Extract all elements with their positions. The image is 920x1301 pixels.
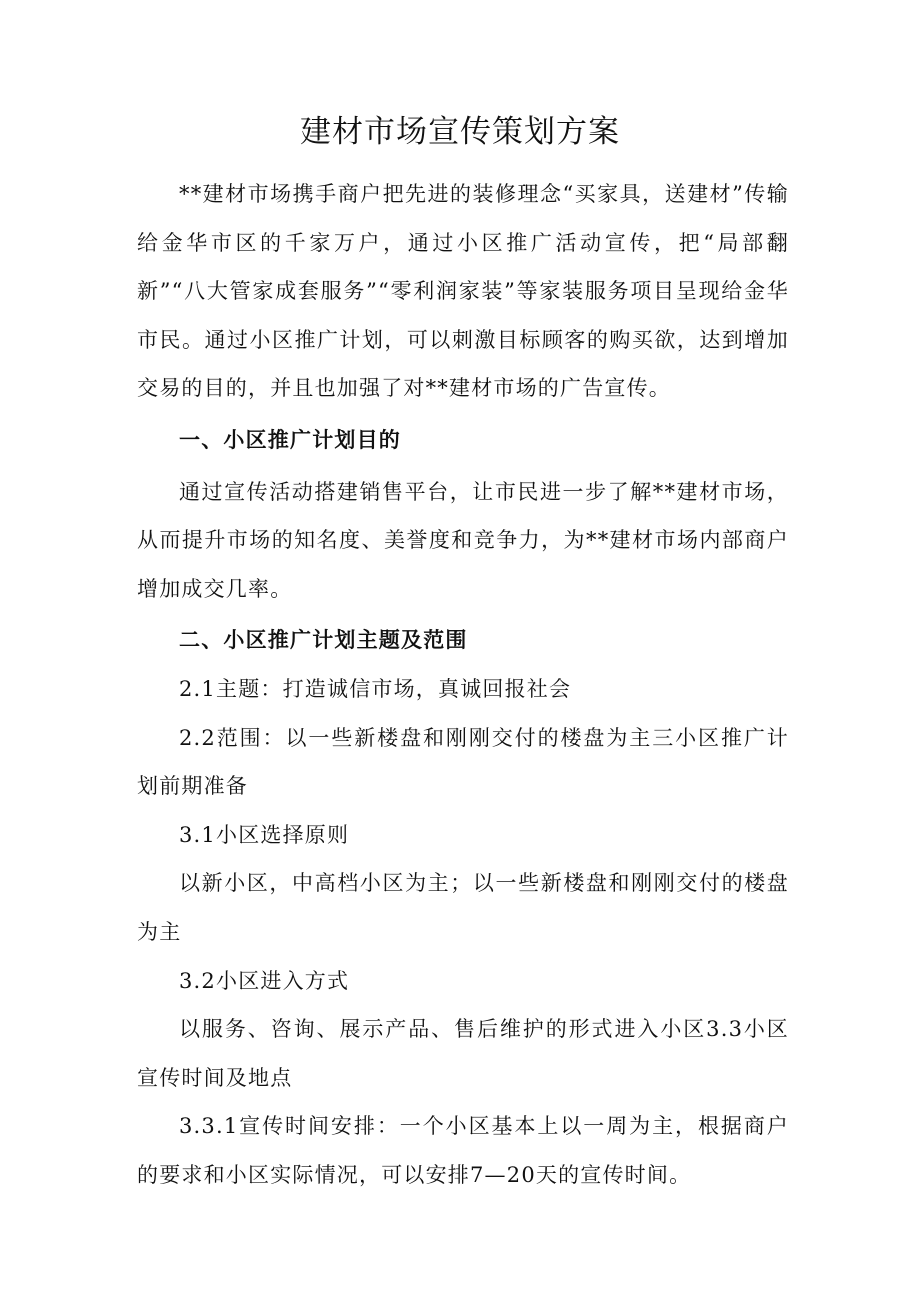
item-3-2-paragraph: 以服务、咨询、展示产品、售后维护的形式进入小区3.3小区宣传时间及地点 [137, 1017, 789, 1090]
item-3-1-heading: 3.1小区选择原则 [179, 822, 350, 847]
section-1-paragraph: 通过宣传活动搭建销售平台，让市民进一步了解**建材市场，从而提升市场的知名度、美誉度和竞争力，为**建材市场内部商户增加成交几率。 [137, 479, 789, 601]
section-1-heading: 一、小区推广计划目的 [179, 427, 401, 452]
item-3-1-paragraph: 以新小区，中高档小区为主；以一些新楼盘和刚刚交付的楼盘为主 [137, 871, 789, 944]
item-3-3-1-paragraph: 3.3.1宣传时间安排：一个小区基本上以一周为主，根据商户的要求和小区实际情况，可以安排7—20天的宣传时间。 [137, 1114, 789, 1187]
section-2-heading: 二、小区推广计划主题及范围 [179, 628, 468, 653]
item-2-1-paragraph: 2.1主题：打造诚信市场，真诚回报社会 [179, 676, 572, 701]
item-2-2-paragraph: 2.2范围：以一些新楼盘和刚刚交付的楼盘为主三小区推广计划前期准备 [137, 725, 789, 799]
document-body [137, 170, 789, 1199]
document-title: 建材市场宣传策划方案 [300, 114, 620, 150]
item-3-2-heading: 3.2小区进入方式 [179, 968, 350, 993]
intro-paragraph: **建材市场携手商户把先进的装修理念“买家具，送建材”传输给金华市区的千家万户，通过小区推广活动宣传，把“局部翻新”“八大管家成套服务”“零利润家装”等家装服务项目呈现给金华市民。通过小区推广计划，可以刺激目标顾客的购买欲，达到增加交易的目的，并且也加强了对**建材市场的广告宣传。 [137, 182, 789, 401]
